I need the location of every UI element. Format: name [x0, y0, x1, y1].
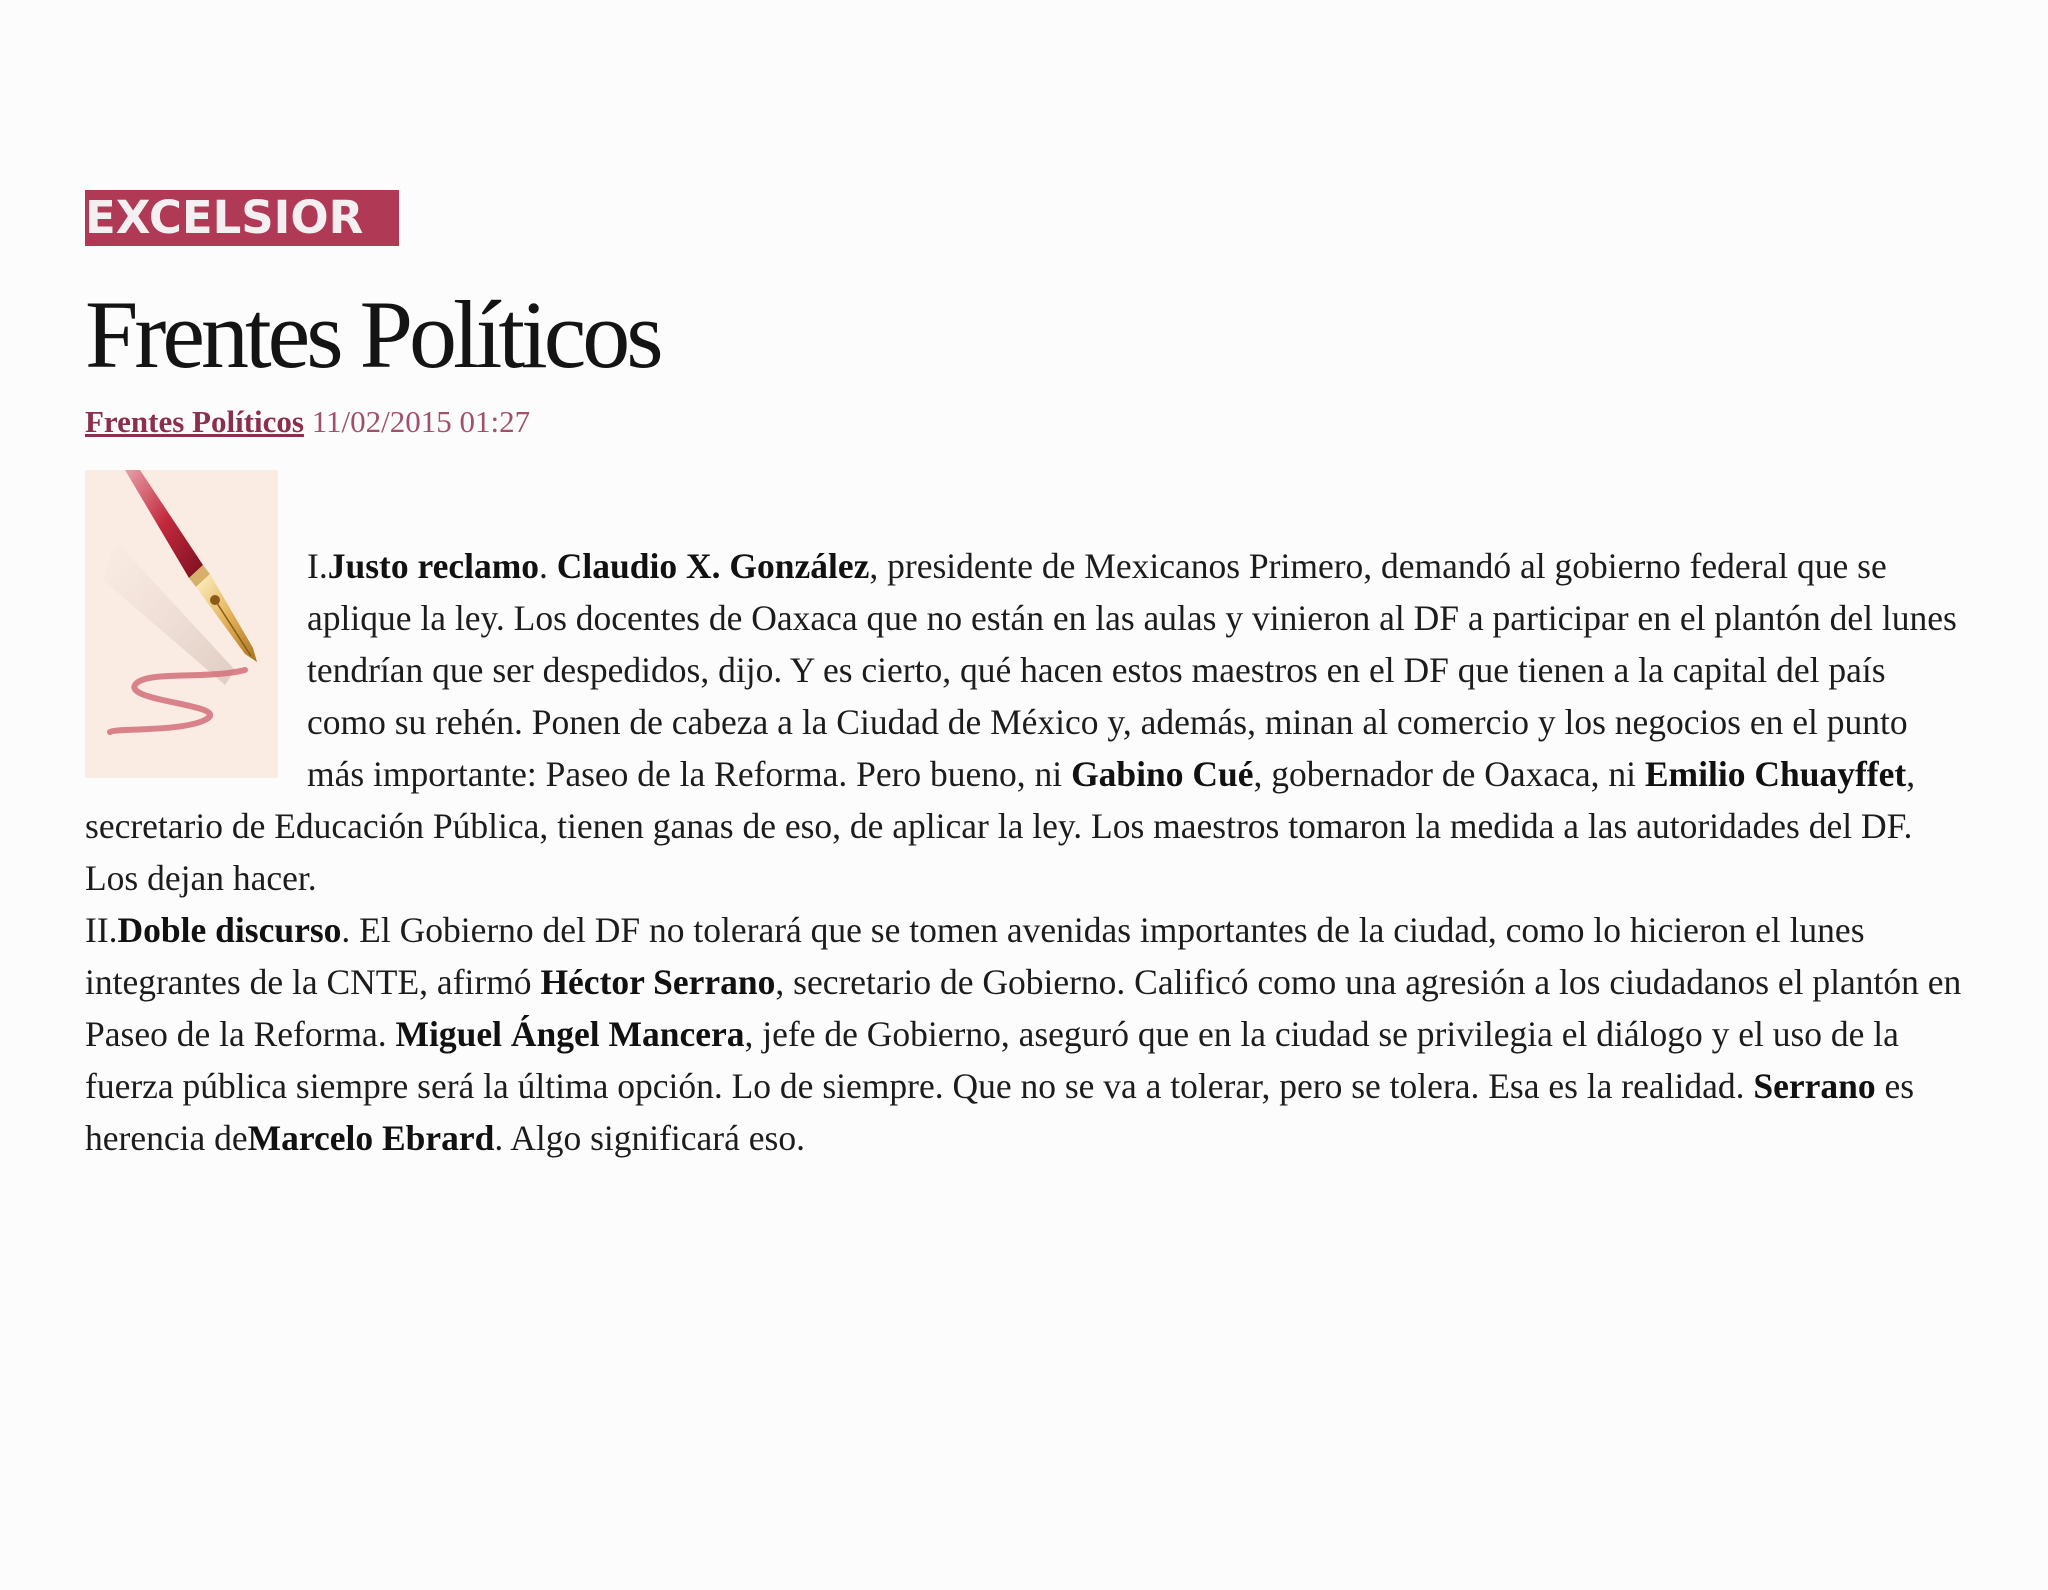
excelsior-logo[interactable]	[85, 190, 399, 246]
image-wrap-spacer	[85, 540, 307, 775]
text-run: es herencia de	[85, 1066, 1915, 1158]
bold-phrase: Gabino Cué	[1071, 754, 1254, 794]
bold-phrase: Miguel Ángel Mancera	[395, 1014, 745, 1054]
bold-phrase: Justo reclamo	[327, 546, 540, 586]
byline	[85, 402, 530, 442]
bold-phrase: Doble discurso	[117, 910, 342, 950]
text-run: , secretario de Gobierno. Calificó como una agresión a los ciudadanos el plantón en Paseo de la Reforma.	[85, 962, 1962, 1054]
text-run: , secretario de Educación Pública, tienen ganas de eso, de aplicar la ley. Los maestros tomaron la medida a las autoridades del DF. Los dejan hacer.	[85, 754, 1916, 898]
author-link[interactable]: Frentes Políticos	[85, 404, 304, 439]
text-run: , presidente de Mexicanos Primero, demandó al gobierno federal que se aplique la ley. Los docentes de Oaxaca que no están en las aulas y vinieron al DF a participar en el plantón del lunes tendrían que ser despedidos, dijo. Y es cierto, qué hacen estos maestros en el DF que tienen a la capital del país como su rehén. Ponen de cabeza a la Ciudad de México y, además, minan al comercio y los negocios en el punto más importante: Paseo de la Reforma. Pero bueno, ni	[307, 546, 1957, 794]
text-run: II.	[85, 910, 118, 950]
paragraph-2	[85, 904, 1970, 1164]
bold-phrase: Claudio X. González	[556, 546, 870, 586]
bold-phrase: Emilio Chuayffet	[1644, 754, 1907, 794]
bold-phrase: Héctor Serrano	[540, 962, 776, 1002]
text-run: . El Gobierno del DF no tolerará que se tomen avenidas importantes de la ciudad, como lo hicieron el lunes integrantes de la CNTE, afirmó	[85, 910, 1865, 1002]
paragraph-1	[85, 540, 1970, 904]
text-run: .	[539, 546, 557, 586]
article-body	[85, 540, 1970, 1164]
text-run: , gobernador de Oaxaca, ni	[1253, 754, 1645, 794]
article-title: Frentes Políticos	[85, 281, 660, 388]
logo-text: EXCELSIOR	[85, 191, 364, 244]
text-run: , jefe de Gobierno, aseguró que en la ciudad se privilegia el diálogo y el uso de la fuerza pública siempre será la última opción. Lo de siempre. Que no se va a tolerar, pero se tolera. Esa es la realidad.	[85, 1014, 1899, 1106]
article-datetime: 11/02/2015 01:27	[311, 404, 531, 439]
bold-phrase: Marcelo Ebrard	[247, 1118, 495, 1158]
text-run: I.	[307, 546, 328, 586]
bold-phrase: Serrano	[1753, 1066, 1876, 1106]
text-run: . Algo significará eso.	[494, 1118, 805, 1158]
